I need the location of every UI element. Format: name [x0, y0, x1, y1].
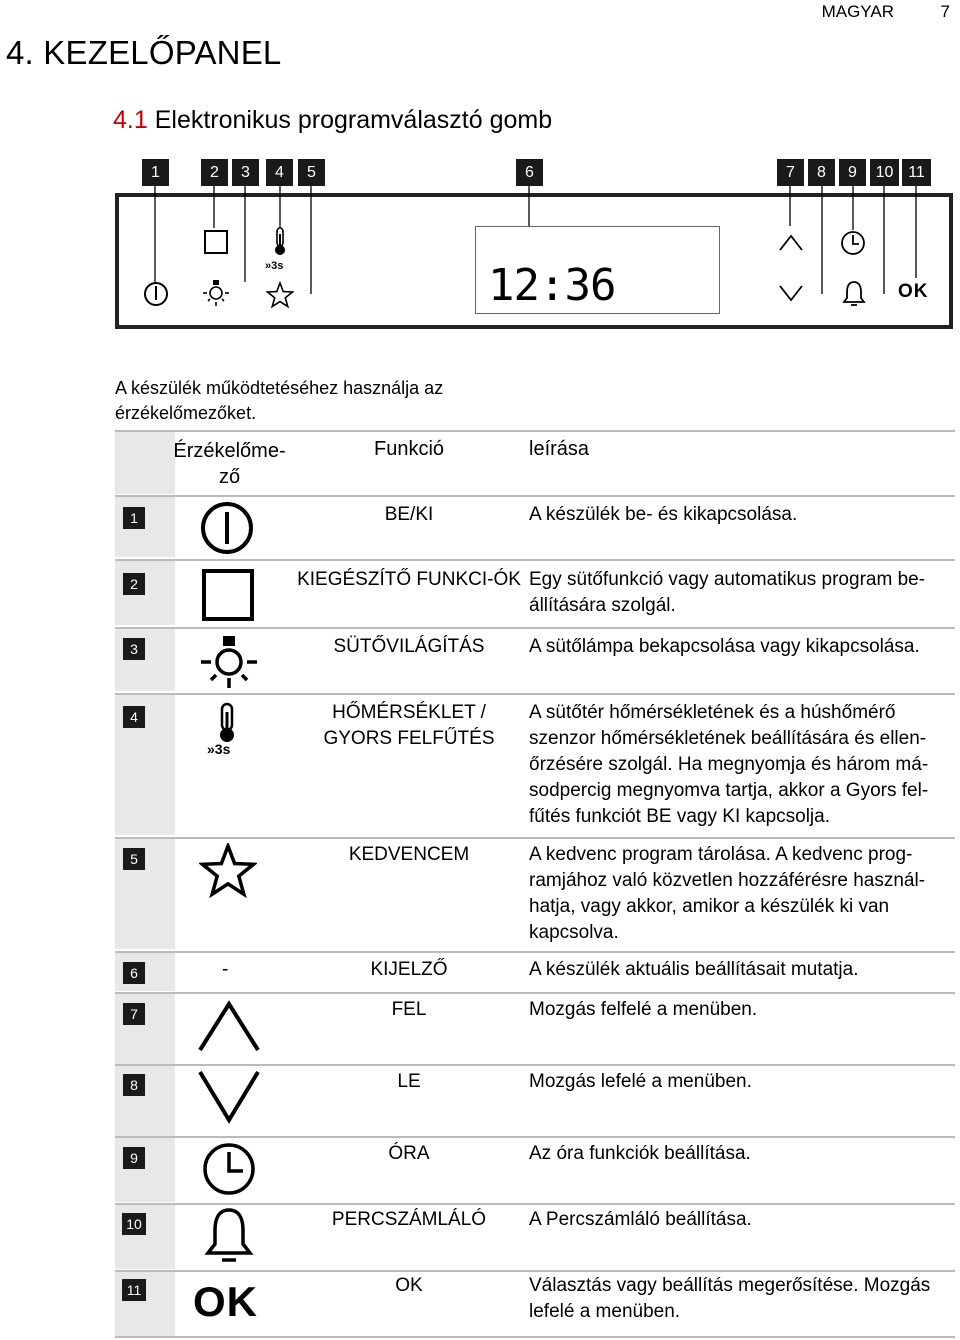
- row-number: 3: [123, 638, 145, 660]
- power-icon: [199, 500, 255, 556]
- row-number: 7: [123, 1003, 145, 1025]
- row-rule: [115, 1270, 955, 1272]
- row-number: 6: [123, 962, 145, 984]
- power-icon[interactable]: [142, 280, 170, 308]
- subsection-number: 4.1: [113, 106, 148, 134]
- row-number: 10: [122, 1213, 146, 1235]
- description-text: A készülék aktuális beállításait mutatja.: [529, 959, 859, 980]
- chevron-up-icon[interactable]: [778, 232, 804, 252]
- function-label: ÓRA: [388, 1143, 430, 1164]
- row-rule: [115, 627, 955, 629]
- panel-label-3: 3: [232, 159, 259, 186]
- row-rule: [115, 1064, 955, 1066]
- ok-icon[interactable]: OK: [898, 281, 929, 302]
- description-text: Választás vagy beállítás megerősítése. Mozgás lefelé a menüben.: [529, 1275, 931, 1322]
- row-rule: [115, 992, 955, 994]
- chevron-up-icon: [196, 998, 262, 1054]
- row-number: 4: [123, 706, 145, 728]
- square-icon: [201, 568, 255, 622]
- header-function: Funkció: [373, 438, 445, 460]
- bell-icon: [202, 1207, 256, 1265]
- row-number: 5: [123, 848, 145, 870]
- function-label: SÜTŐVILÁGÍTÁS: [333, 636, 485, 657]
- row-number: 8: [123, 1074, 145, 1096]
- section-title-text: KEZELŐPANEL: [43, 34, 282, 71]
- chevron-down-icon: [196, 1068, 262, 1126]
- thermometer-icon[interactable]: [270, 226, 292, 260]
- panel-label-8: 8: [808, 159, 835, 186]
- page-number: 7: [940, 2, 950, 21]
- table-top-rule: [115, 430, 955, 432]
- description-text: Az óra funkciók beállítása.: [529, 1143, 751, 1164]
- header-description: leírása: [529, 438, 590, 460]
- clock-icon[interactable]: [839, 229, 867, 257]
- function-label: HŐMÉRSÉKLET / GYORS FELFŰTÉS: [323, 702, 495, 749]
- row-number: 2: [123, 573, 145, 595]
- description-text: Mozgás lefelé a menüben.: [529, 1071, 752, 1092]
- function-label: PERCSZÁMLÁLÓ: [331, 1209, 487, 1230]
- function-label: KEDVENCEM: [348, 844, 470, 865]
- function-label: FEL: [391, 999, 427, 1020]
- row-rule: [115, 495, 955, 497]
- row-rule: [115, 1136, 955, 1138]
- panel-label-1: 1: [142, 159, 169, 186]
- thermometer-icon: [214, 702, 240, 744]
- quick-heat-hint-text: 3s: [271, 260, 284, 272]
- quick-heat-hint: »3s: [207, 741, 231, 757]
- row-rule: [115, 951, 955, 953]
- row-rule: [115, 1203, 955, 1205]
- panel-label-11: 11: [902, 159, 931, 186]
- panel-label-7: 7: [777, 159, 804, 186]
- row-rule: [115, 559, 955, 561]
- description-text: A kedvenc program tárolása. A kedvenc prog-ramjához való közvetlen hozzáférésre használ-hatja, vagy akkor, amikor a készülék ki van kapcsolva.: [529, 844, 926, 943]
- clock-icon: [201, 1141, 257, 1197]
- language-label: MAGYAR: [821, 2, 894, 21]
- section-number: 4.: [6, 34, 34, 71]
- lamp-icon: [199, 634, 259, 690]
- quick-heat-hint: »3s: [265, 260, 284, 272]
- function-label: KIJELZŐ: [370, 959, 448, 980]
- ok-icon: OK: [193, 1278, 258, 1325]
- function-label: OK: [395, 1275, 423, 1296]
- description-text: A sütőtér hőmérsékletének és a húshőmérő szenzor hőmérsékletének beállítására és ellen-őrzésére szolgál. Ha megnyomja és három má-sodpercig megnyomva tartja, akkor a Gyors fel-fűtés funkciót BE vagy KI kapcsolja.: [529, 702, 929, 827]
- description-text: A Percszámláló beállítása.: [529, 1209, 752, 1230]
- function-label: LE: [397, 1071, 421, 1092]
- star-icon: [199, 843, 257, 899]
- row-rule: [115, 837, 955, 839]
- description-text: A sütőlámpa bekapcsolása vagy kikapcsolása.: [529, 636, 920, 657]
- row-number: 1: [123, 507, 145, 529]
- function-label: BE/KI: [384, 504, 434, 525]
- bell-icon[interactable]: [840, 279, 868, 307]
- table-header-shade: [115, 432, 175, 494]
- function-label: KIEGÉSZÍTŐ FUNKCI-ÓK: [297, 569, 521, 590]
- star-icon[interactable]: [266, 281, 294, 309]
- row-number: 9: [123, 1147, 145, 1169]
- description-text: Egy sütőfunkció vagy automatikus program be-állítására szolgál.: [529, 569, 926, 616]
- panel-label-2: 2: [201, 159, 228, 186]
- quick-heat-hint-text: 3s: [214, 741, 231, 757]
- square-icon[interactable]: [203, 229, 229, 255]
- header-sensor: Érzékelőme-ző: [173, 440, 286, 488]
- panel-label-6: 6: [516, 159, 543, 186]
- intro-text: A készülék működtetéséhez használja az érzékelőmezőket.: [115, 378, 444, 423]
- panel-label-9: 9: [839, 159, 866, 186]
- description-text: Mozgás felfelé a menüben.: [529, 999, 758, 1020]
- row-rule: [115, 693, 955, 695]
- chevron-down-icon[interactable]: [778, 284, 804, 304]
- panel-label-10: 10: [870, 159, 899, 186]
- table-bottom-rule: [115, 1336, 955, 1338]
- panel-label-5: 5: [298, 159, 325, 186]
- panel-label-4: 4: [266, 159, 293, 186]
- subsection-title-text: Elektronikus programválasztó gomb: [154, 106, 553, 134]
- row-number: 11: [122, 1279, 146, 1301]
- lamp-icon[interactable]: [201, 278, 231, 308]
- display-time: 12:36: [488, 260, 616, 311]
- description-text: A készülék be- és kikapcsolása.: [529, 504, 798, 525]
- dash-placeholder: -: [222, 959, 229, 980]
